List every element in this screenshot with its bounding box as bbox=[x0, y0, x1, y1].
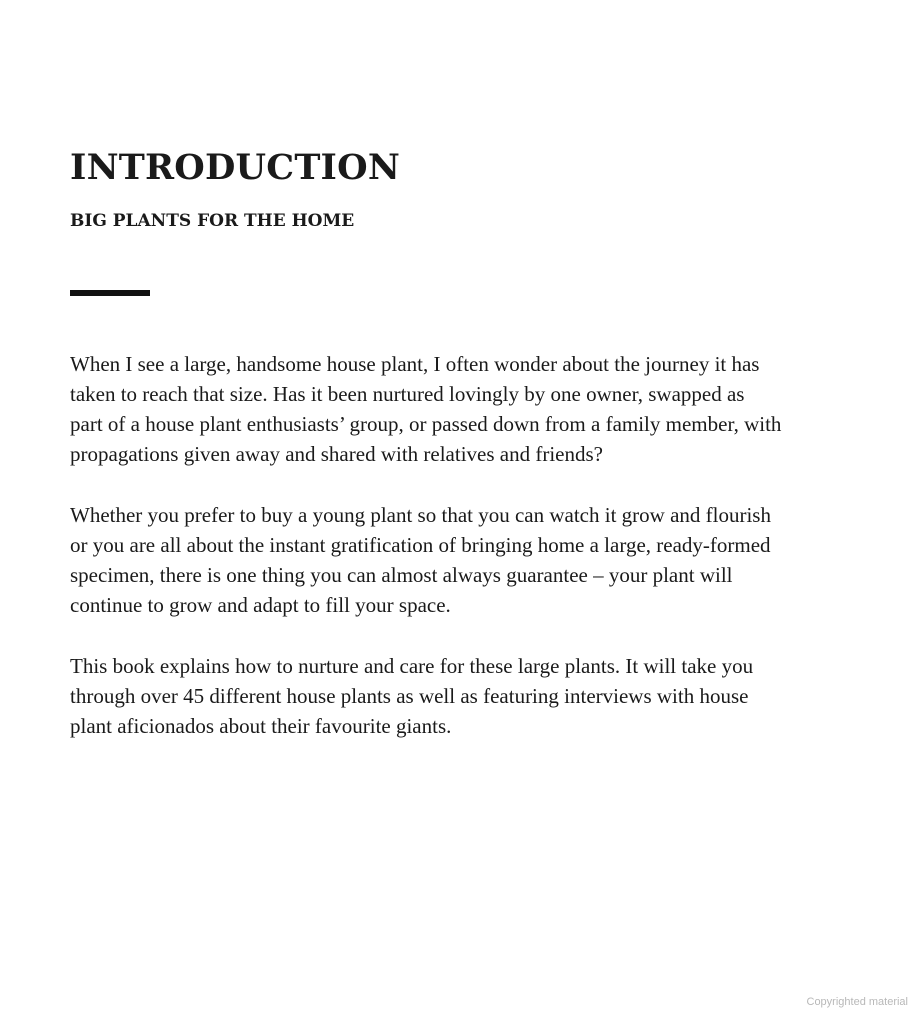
chapter-title: INTRODUCTION bbox=[70, 147, 401, 188]
text-line: This book explains how to nurture and care for these large plants. It will take you bbox=[70, 654, 754, 678]
text-line: through over 45 different house plants as well as featuring interviews with house bbox=[70, 684, 749, 708]
paragraph-2 bbox=[70, 500, 860, 620]
paragraph-1 bbox=[70, 349, 860, 469]
text-line: plant aficionados about their favourite giants. bbox=[70, 714, 452, 738]
text-line: or you are all about the instant gratification of bringing home a large, ready-formed bbox=[70, 533, 771, 557]
text-line: part of a house plant enthusiasts’ group, or passed down from a family member, with bbox=[70, 412, 782, 436]
text-line: continue to grow and adapt to fill your space. bbox=[70, 593, 451, 617]
chapter-subtitle: BIG PLANTS FOR THE HOME bbox=[70, 211, 355, 231]
copyright-watermark: Copyrighted material bbox=[806, 996, 908, 1008]
body-text bbox=[70, 349, 860, 772]
text-line: Whether you prefer to buy a young plant so that you can watch it grow and flourish bbox=[70, 503, 771, 527]
text-line: specimen, there is one thing you can almost always guarantee – your plant will bbox=[70, 563, 733, 587]
text-line: propagations given away and shared with relatives and friends? bbox=[70, 442, 603, 466]
title-divider bbox=[70, 290, 150, 296]
text-line: taken to reach that size. Has it been nurtured lovingly by one owner, swapped as bbox=[70, 382, 745, 406]
text-line: When I see a large, handsome house plant, I often wonder about the journey it has bbox=[70, 352, 760, 376]
paragraph-3 bbox=[70, 651, 860, 741]
